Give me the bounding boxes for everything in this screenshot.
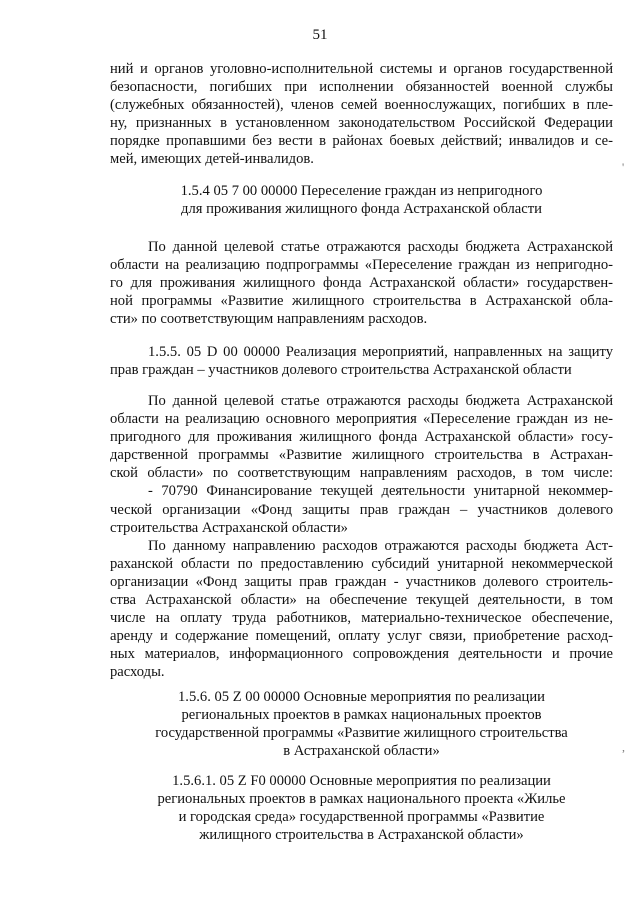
- section-heading-1-5-6-1: [110, 772, 613, 844]
- heading-line: жилищного строительства в Астраханской области»: [199, 827, 524, 844]
- text-line: дарственной программы «Развитие жилищного строительства в Астрахан-: [110, 447, 613, 464]
- scan-speck: ': [622, 160, 625, 174]
- text-line: мей, имеющих детей-инвалидов.: [110, 151, 314, 168]
- heading-line: региональных проектов в рамках национального проекта «Жилье: [157, 791, 566, 808]
- text-line: расходы.: [110, 664, 165, 681]
- section-heading-1-5-5: [110, 343, 613, 379]
- text-line: ных материалов, информационного сопровождения деятельности и прочие: [110, 646, 613, 663]
- text-line: числе на оплату труда работников, материально-техническое обеспечение,: [110, 610, 613, 627]
- section-heading-1-5-6: [110, 688, 613, 760]
- heading-line: государственной программы «Развитие жилищного строительства: [155, 725, 568, 742]
- heading-line: региональных проектов в рамках национальных проектов: [181, 707, 542, 724]
- heading-line: и городская среда» государственной программы «Развитие: [178, 809, 545, 826]
- scan-speck: ,: [622, 740, 625, 754]
- text-line: По данному направлению расходов отражаются расходы бюджета Аст-: [148, 537, 613, 554]
- text-line: (служебных обязанностей), членов семей военнослужащих, погибших в пле-: [110, 97, 613, 114]
- text-line: - 70790 Финансирование текущей деятельности унитарной некоммер-: [148, 483, 613, 500]
- heading-line: в Астраханской области»: [283, 743, 440, 760]
- text-line: организации «Фонд защиты прав граждан - участников долевого строитель-: [110, 573, 613, 590]
- text-line: го для проживания жилищного фонда Астраханской области» государствен-: [110, 275, 613, 292]
- heading-line: прав граждан – участников долевого строительства Астраханской области: [110, 362, 572, 379]
- text-line: ной программы «Развитие жилищного строительства в Астраханской обла-: [110, 293, 613, 310]
- section-paragraph-1-5-4: [110, 238, 613, 328]
- section-heading-1-5-4: [110, 182, 613, 218]
- heading-line: 1.5.6. 05 Z 00 00000 Основные мероприятия по реализации: [178, 689, 545, 705]
- heading-line: 1.5.6.1. 05 Z F0 00000 Основные мероприятия по реализации: [172, 773, 551, 789]
- text-line: безопасности, погибших при исполнении обязанностей военной службы: [110, 79, 613, 96]
- text-line: ческой организации «Фонд защиты прав граждан – участников долевого: [110, 501, 613, 518]
- heading-line: 1.5.5. 05 D 00 00000 Реализация мероприятий, направленных на защиту: [148, 344, 613, 360]
- text-line: области на реализацию подпрограммы «Переселение граждан из непригодно-: [110, 257, 613, 274]
- text-line: аренду и содержание помещений, оплату услуг связи, приобретение расход-: [110, 628, 613, 645]
- text-line: строительства Астраханской области»: [110, 519, 348, 536]
- text-line: ской области» по соответствующим направлениям расходов, в том числе:: [110, 465, 613, 482]
- text-line: области на реализацию основного мероприятия «Переселение граждан из не-: [110, 411, 613, 428]
- text-line: раханской области по предоставлению субсидий унитарной некоммерческой: [110, 555, 613, 572]
- text-line: ну, признанных в установленном законодательством Российской Федерации: [110, 115, 613, 132]
- intro-paragraph: [110, 60, 613, 169]
- heading-line: 1.5.4 05 7 00 00000 Переселение граждан из непригодного: [180, 183, 543, 199]
- text-line: ства Астраханской области» на обеспечение текущей деятельности, в том: [110, 592, 613, 609]
- text-line: порядке пропавшими без вести в районах боевых действий; инвалидов и се-: [110, 133, 613, 150]
- text-line: сти» по соответствующим направлениям расходов.: [110, 311, 428, 328]
- page-number: 51: [312, 27, 328, 43]
- text-line: По данной целевой статье отражаются расходы бюджета Астраханской: [148, 239, 613, 255]
- heading-line: для проживания жилищного фонда Астраханской области: [181, 201, 542, 218]
- text-line: ний и органов уголовно-исполнительной системы и органов государственной: [110, 61, 613, 77]
- text-line: По данной целевой статье отражаются расходы бюджета Астраханской: [148, 393, 613, 409]
- text-line: пригодного для проживания жилищного фонда Астраханской области» госу-: [110, 429, 613, 446]
- section-paragraph-1-5-5: [110, 392, 613, 682]
